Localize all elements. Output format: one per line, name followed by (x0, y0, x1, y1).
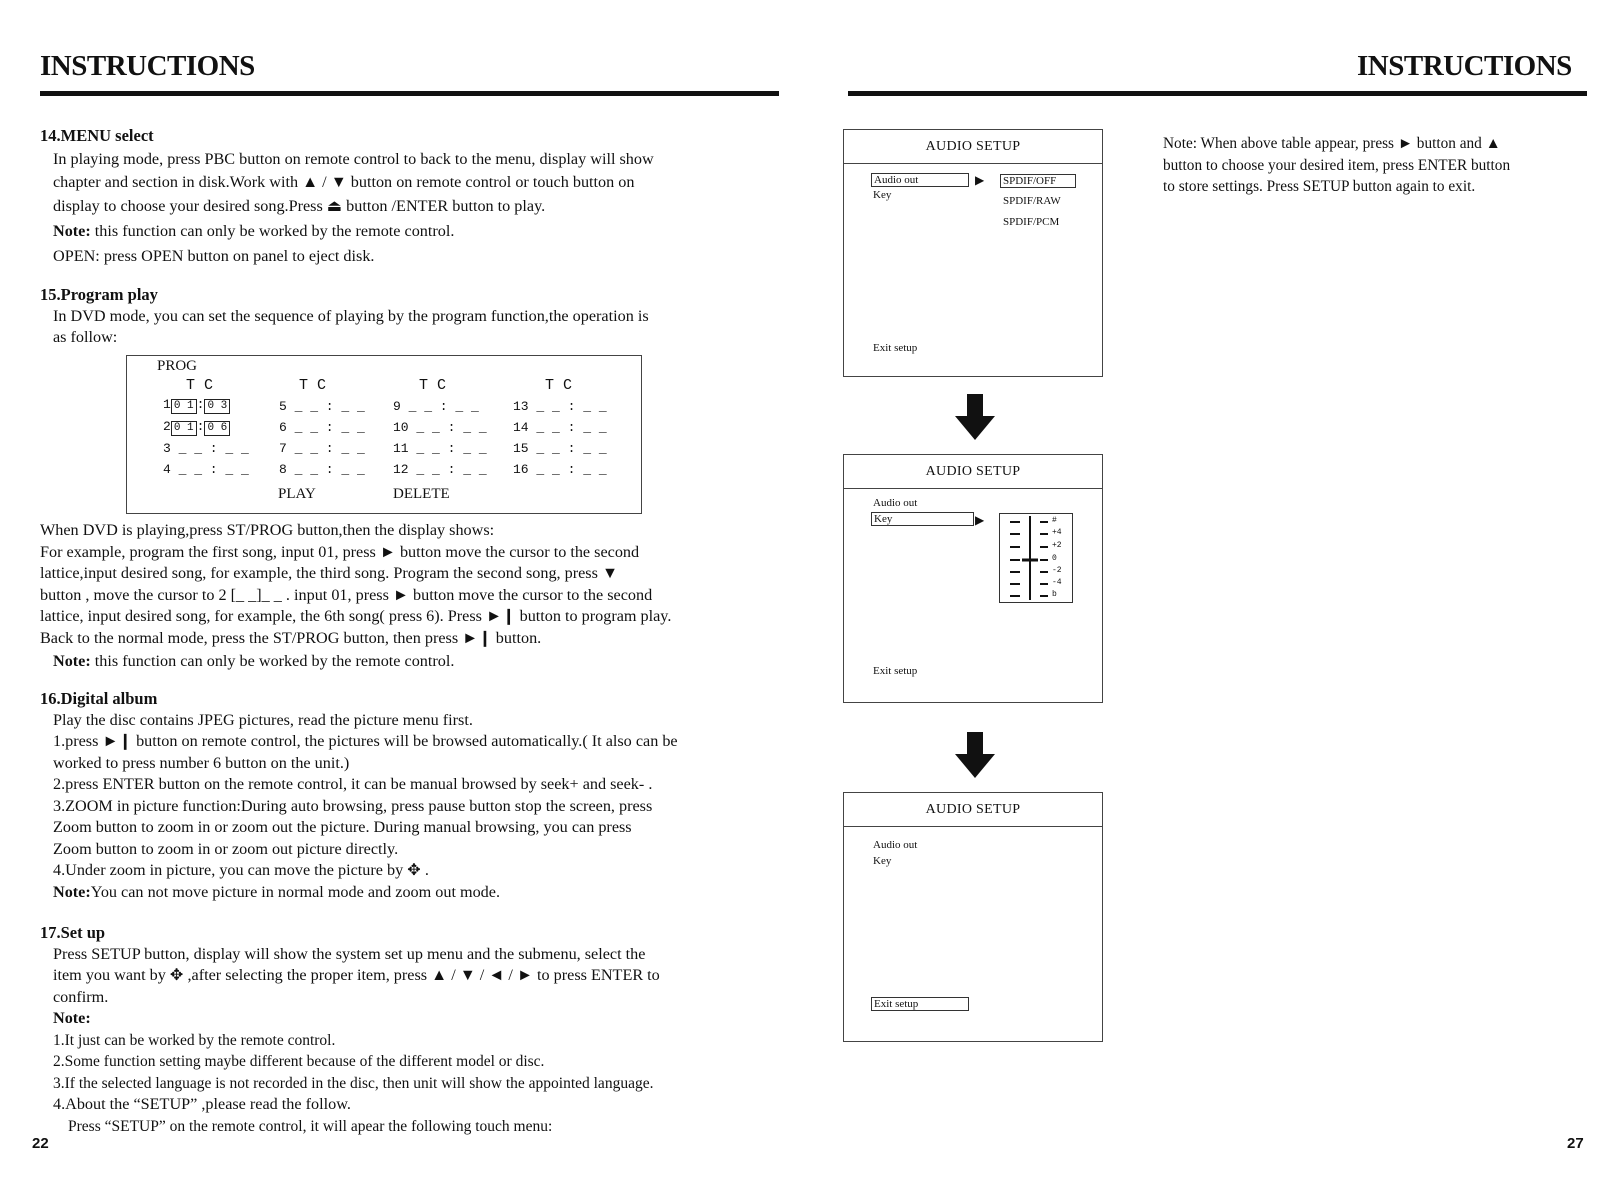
section-15-line: button , move the cursor to 2 [_ _]_ _ . input 01, press ► button move the cursor to the second (40, 585, 653, 604)
delete-button[interactable]: DELETE (393, 486, 450, 502)
left-page-title: INSTRUCTIONS (40, 50, 255, 82)
prog-row-1: 1 0 1 : 0 3 (163, 397, 230, 414)
audio-setup-box-2 (843, 454, 1103, 703)
tc-header: T C (186, 377, 214, 394)
arrow-down-icon (953, 394, 997, 442)
program-table (126, 355, 642, 514)
section-17 (40, 922, 760, 1137)
section-15-line: as follow: (53, 328, 118, 346)
section-16-line: 3.ZOOM in picture function:During auto browsing, press pause button stop the screen, press (53, 796, 653, 815)
exit-setup-item[interactable]: Exit setup (871, 997, 969, 1011)
note-line: button to choose your desired item, press ENTER button (1163, 156, 1511, 174)
section-15-line: lattice, input desired song, for example, the 6th song( press 6). Press ►❙ button to program play. (40, 607, 672, 625)
section-16-line: Play the disc contains JPEG pictures, read the picture menu first. (53, 710, 473, 729)
section-17-note: 4.About the “SETUP” ,please read the follow. (53, 1095, 351, 1113)
audio-out-item[interactable]: Audio out (873, 497, 918, 509)
section-15-line: lattice,input desired song, for example, the third song. Program the second song, press ▼ (40, 564, 618, 582)
section-17-line: Press SETUP button, display will show the system set up menu and the submenu, select the (53, 944, 646, 963)
right-page-title: INSTRUCTIONS (1357, 50, 1572, 82)
tc-header: T C (299, 377, 327, 394)
key-scale (999, 513, 1073, 603)
scale-label: +4 (1052, 528, 1062, 537)
scale-label: # (1052, 516, 1057, 525)
section-17-line: confirm. (53, 987, 109, 1006)
prog-slot: 11 _ _ : _ _ (393, 441, 487, 456)
section-16-line: Zoom button to zoom in or zoom out picture directly. (53, 839, 399, 858)
prog-slot: 15 _ _ : _ _ (513, 441, 607, 456)
exit-setup-item[interactable]: Exit setup (873, 665, 918, 677)
audio-setup-box-1 (843, 129, 1103, 377)
key-item[interactable]: Key (873, 855, 892, 867)
play-button[interactable]: PLAY (278, 486, 316, 502)
section-16-heading: 16.Digital album (40, 689, 158, 708)
right-arrow-icon: ▶ (975, 173, 985, 187)
note-text: this function can only be worked by the remote control. (90, 652, 455, 670)
section-16-line: 2.press ENTER button on the remote control, it can be manual browsed by seek+ and seek- . (53, 775, 653, 793)
note-label: Note: (53, 1009, 91, 1027)
left-title-rule (40, 91, 779, 96)
section-17-note-label (40, 1008, 760, 1030)
exit-setup-item[interactable]: Exit setup (873, 342, 918, 354)
note-text: this function can only be worked by the remote control. (90, 222, 455, 240)
section-14-line: chapter and section in disk.Work with ▲ / ▼ button on remote control or touch button on (53, 173, 635, 191)
audio-out-item[interactable]: Audio out (873, 839, 918, 851)
section-15-line: For example, program the first song, input 01, press ► button move the cursor to the second (40, 542, 640, 561)
section-17-note: 2.Some function setting maybe different because of the different model or disc. (53, 1053, 545, 1070)
section-15-note (40, 651, 760, 673)
section-14-heading: 14.MENU select (40, 126, 154, 145)
prog-slot: 14 _ _ : _ _ (513, 420, 607, 435)
tc-header: T C (545, 377, 573, 394)
note-line: to store settings. Press SETUP button again to exit. (1163, 178, 1476, 195)
left-page-number: 22 (32, 1135, 49, 1152)
prog-row-index: 1 (163, 397, 171, 412)
prog-slot: 16 _ _ : _ _ (513, 462, 607, 477)
section-17-note: 3.If the selected language is not recorded in the disc, then unit will show the appointed language. (53, 1074, 654, 1092)
section-15-line: Back to the normal mode, press the ST/PROG button, then press ►❙ button. (40, 628, 542, 647)
prog-slot: 5 _ _ : _ _ (279, 399, 365, 414)
audio-setup-header: AUDIO SETUP (844, 793, 1102, 827)
prog-slot: 10 _ _ : _ _ (393, 420, 487, 435)
section-16-line: 1.press ►❙ button on remote control, the pictures will be browsed automatically.( It also can be (53, 732, 678, 750)
scale-label: -2 (1052, 566, 1062, 575)
prog-label: PROG (157, 358, 198, 374)
section-17-note: 1.It just can be worked by the remote control. (53, 1031, 336, 1049)
section-15 (40, 284, 760, 349)
prog-cell-title: 0 1 (171, 421, 197, 436)
note-text: You can not move picture in normal mode and zoom out mode. (90, 882, 501, 901)
prog-cell-chapter: 0 6 (204, 421, 230, 436)
option-spdif-off[interactable]: SPDIF/OFF (1000, 174, 1076, 188)
prog-row-index: 2 (163, 419, 171, 434)
audio-setup-header: AUDIO SETUP (844, 130, 1102, 164)
note-line: Note: When above table appear, press ► button and ▲ (1163, 135, 1501, 152)
section-16-line: Zoom button to zoom in or zoom out the picture. During manual browsing, you can press (53, 818, 632, 836)
note-label: Note: (53, 882, 91, 901)
scale-label: b (1052, 590, 1057, 599)
prog-slot: 3 _ _ : _ _ (163, 441, 249, 456)
scale-label: +2 (1052, 541, 1062, 550)
section-14-note (40, 221, 760, 243)
scale-label: -4 (1052, 578, 1062, 587)
tc-header: T C (419, 377, 447, 394)
section-16 (40, 688, 760, 903)
prog-slot: 9 _ _ : _ _ (393, 399, 479, 414)
key-item[interactable]: Key (873, 189, 892, 201)
note-label: Note: (53, 652, 91, 670)
section-14-open: OPEN: press OPEN button on panel to eject disk. (53, 246, 375, 265)
right-page-note (1163, 133, 1583, 198)
audio-setup-header: AUDIO SETUP (844, 455, 1102, 489)
prog-cell-chapter: 0 3 (204, 399, 230, 414)
section-16-line: 4.Under zoom in picture, you can move the picture by ✥ . (53, 861, 429, 879)
section-14-line: In playing mode, press PBC button on remote control to back to the menu, display will show (53, 149, 654, 168)
right-title-rule (848, 91, 1587, 96)
section-17-heading: 17.Set up (40, 923, 106, 942)
option-spdif-raw[interactable]: SPDIF/RAW (1003, 195, 1061, 207)
right-arrow-icon: ▶ (975, 513, 985, 527)
prog-slot: 7 _ _ : _ _ (279, 441, 365, 456)
prog-cell-title: 0 1 (171, 399, 197, 414)
arrow-down-icon (953, 732, 997, 780)
prog-slot: 4 _ _ : _ _ (163, 462, 249, 477)
section-14-line: display to choose your desired song.Press ⏏ button /ENTER button to play. (53, 196, 546, 215)
prog-row-2: 2 0 1 : 0 6 (163, 419, 230, 436)
prog-slot: 8 _ _ : _ _ (279, 462, 365, 477)
key-item[interactable]: Key (871, 512, 974, 526)
prog-slot: 6 _ _ : _ _ (279, 420, 365, 435)
scale-label: 0 (1052, 554, 1057, 563)
section-16-note (40, 882, 760, 904)
section-15-heading: 15.Program play (40, 285, 158, 304)
audio-setup-box-3 (843, 792, 1103, 1042)
note-label: Note: (53, 222, 91, 240)
section-16-line: worked to press number 6 button on the unit.) (53, 753, 350, 772)
section-14 (40, 125, 760, 267)
section-17-line: item you want by ✥ ,after selecting the proper item, press ▲ / ▼ / ◄ / ► to press ENTER to (53, 966, 660, 984)
section-15-line: When DVD is playing,press ST/PROG button,then the display shows: (40, 521, 495, 539)
audio-out-item[interactable]: Audio out (871, 173, 969, 187)
section-15-line: In DVD mode, you can set the sequence of playing by the program function,the operation is (53, 306, 649, 325)
option-spdif-pcm[interactable]: SPDIF/PCM (1003, 216, 1060, 228)
prog-slot: 13 _ _ : _ _ (513, 399, 607, 414)
section-15-continued (40, 520, 760, 673)
section-17-last: Press “SETUP” on the remote control, it will apear the following touch menu: (68, 1117, 553, 1135)
prog-slot: 12 _ _ : _ _ (393, 462, 487, 477)
right-page-number: 27 (1567, 1135, 1584, 1152)
